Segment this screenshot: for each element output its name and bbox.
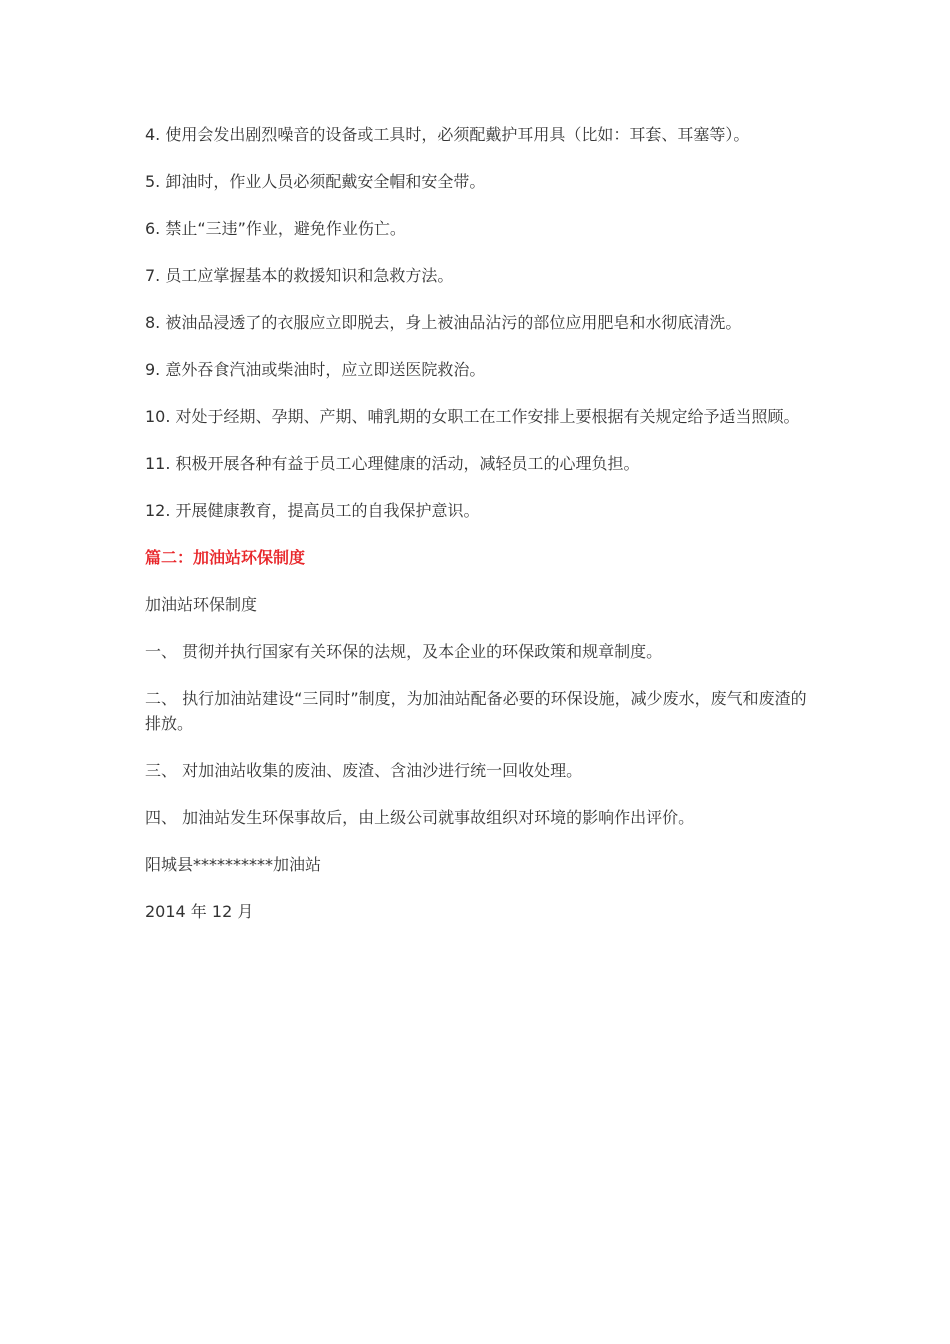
rule-item-1: 一、 贯彻并执行国家有关环保的法规，及本企业的环保政策和规章制度。 <box>145 642 663 661</box>
list-item-8: 8. 被油品浸透了的衣服应立即脱去，身上被油品沾污的部位应用肥皂和水彻底清洗。 <box>145 313 742 332</box>
rule-item-2: 二、 执行加油站建设“三同时”制度，为加油站配备必要的环保设施，减少废水，废气和废渣的排放。 <box>145 689 807 733</box>
list-item-10: 10. 对处于经期、孕期、产期、哺乳期的女职工在工作安排上要根据有关规定给予适当照顾。 <box>145 407 800 426</box>
rule-item-3: 三、 对加油站收集的废油、废渣、含油沙进行统一回收处理。 <box>145 761 583 780</box>
document-body <box>145 122 810 946</box>
signature: 阳城县**********加油站 <box>145 855 322 874</box>
section-heading: 篇二：加油站环保制度 <box>145 548 306 567</box>
list-item-9: 9. 意外吞食汽油或柴油时，应立即送医院救治。 <box>145 360 486 379</box>
list-item-7: 7. 员工应掌握基本的救援知识和急救方法。 <box>145 266 454 285</box>
list-item-4: 4. 使用会发出剧烈噪音的设备或工具时，必须配戴护耳用具（比如：耳套、耳塞等）。 <box>145 125 750 144</box>
document-date: 2014 年 12 月 <box>145 902 254 921</box>
list-item-6: 6. 禁止“三违”作业，避免作业伤亡。 <box>145 219 406 238</box>
rule-item-4: 四、 加油站发生环保事故后，由上级公司就事故组织对环境的影响作出评价。 <box>145 808 695 827</box>
section-title: 加油站环保制度 <box>145 595 258 614</box>
list-item-12: 12. 开展健康教育，提高员工的自我保护意识。 <box>145 501 480 520</box>
list-item-5: 5. 卸油时，作业人员必须配戴安全帽和安全带。 <box>145 172 486 191</box>
list-item-11: 11. 积极开展各种有益于员工心理健康的活动，减轻员工的心理负担。 <box>145 454 640 473</box>
